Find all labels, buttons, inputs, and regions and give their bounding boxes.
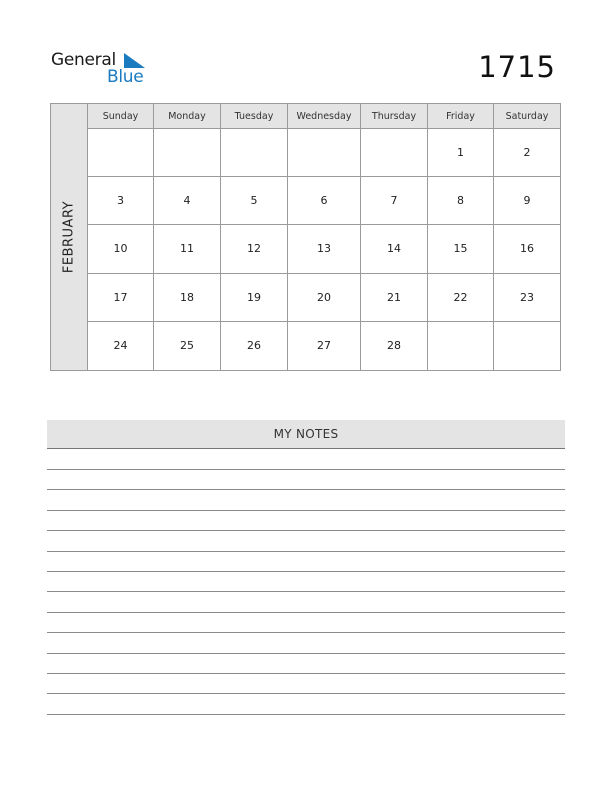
note-line: [47, 714, 565, 715]
logo-blue-text: Blue: [107, 67, 144, 87]
day-cell: 22: [428, 274, 494, 322]
note-line: [47, 653, 565, 654]
empty-day-cell: [494, 322, 560, 370]
empty-day-cell: [154, 129, 221, 177]
note-line: [47, 612, 565, 613]
day-cell: 15: [428, 225, 494, 273]
weekday-header: Thursday: [361, 104, 428, 129]
calendar: [50, 103, 561, 371]
logo: [51, 50, 161, 90]
day-cell: 9: [494, 177, 560, 225]
note-line: [47, 571, 565, 572]
note-line: [47, 510, 565, 511]
day-cell: 5: [221, 177, 288, 225]
day-cell: 10: [88, 225, 154, 273]
year-title: 1715: [478, 50, 556, 84]
day-cell: 11: [154, 225, 221, 273]
day-cell: 1: [428, 129, 494, 177]
weekday-header: Monday: [154, 104, 221, 129]
day-cell: 24: [88, 322, 154, 370]
note-line: [47, 551, 565, 552]
logo-general-text: General: [51, 50, 116, 70]
day-cell: 12: [221, 225, 288, 273]
day-cell: 19: [221, 274, 288, 322]
empty-day-cell: [88, 129, 154, 177]
weekday-header: Wednesday: [288, 104, 361, 129]
day-cell: 27: [288, 322, 361, 370]
day-cell: 18: [154, 274, 221, 322]
day-cell: 23: [494, 274, 560, 322]
day-cell: 4: [154, 177, 221, 225]
day-cell: 20: [288, 274, 361, 322]
empty-day-cell: [221, 129, 288, 177]
note-line: [47, 591, 565, 592]
day-cell: 28: [361, 322, 428, 370]
note-line: [47, 489, 565, 490]
note-line: [47, 693, 565, 694]
calendar-grid: [88, 104, 560, 370]
day-cell: 25: [154, 322, 221, 370]
day-cell: 17: [88, 274, 154, 322]
notes-header: MY NOTES: [47, 420, 565, 449]
note-line: [47, 673, 565, 674]
day-cell: 7: [361, 177, 428, 225]
day-cell: 26: [221, 322, 288, 370]
day-cell: 2: [494, 129, 560, 177]
note-line: [47, 469, 565, 470]
empty-day-cell: [428, 322, 494, 370]
day-cell: 6: [288, 177, 361, 225]
day-cell: 8: [428, 177, 494, 225]
note-line: [47, 530, 565, 531]
note-line: [47, 632, 565, 633]
weekday-header: Sunday: [88, 104, 154, 129]
empty-day-cell: [288, 129, 361, 177]
weekday-header: Tuesday: [221, 104, 288, 129]
weekday-header: Friday: [428, 104, 494, 129]
day-cell: 13: [288, 225, 361, 273]
month-column: [51, 104, 88, 370]
day-cell: 16: [494, 225, 560, 273]
month-label: FEBRUARY: [61, 200, 77, 274]
weekday-header: Saturday: [494, 104, 560, 129]
empty-day-cell: [361, 129, 428, 177]
day-cell: 3: [88, 177, 154, 225]
day-cell: 21: [361, 274, 428, 322]
day-cell: 14: [361, 225, 428, 273]
